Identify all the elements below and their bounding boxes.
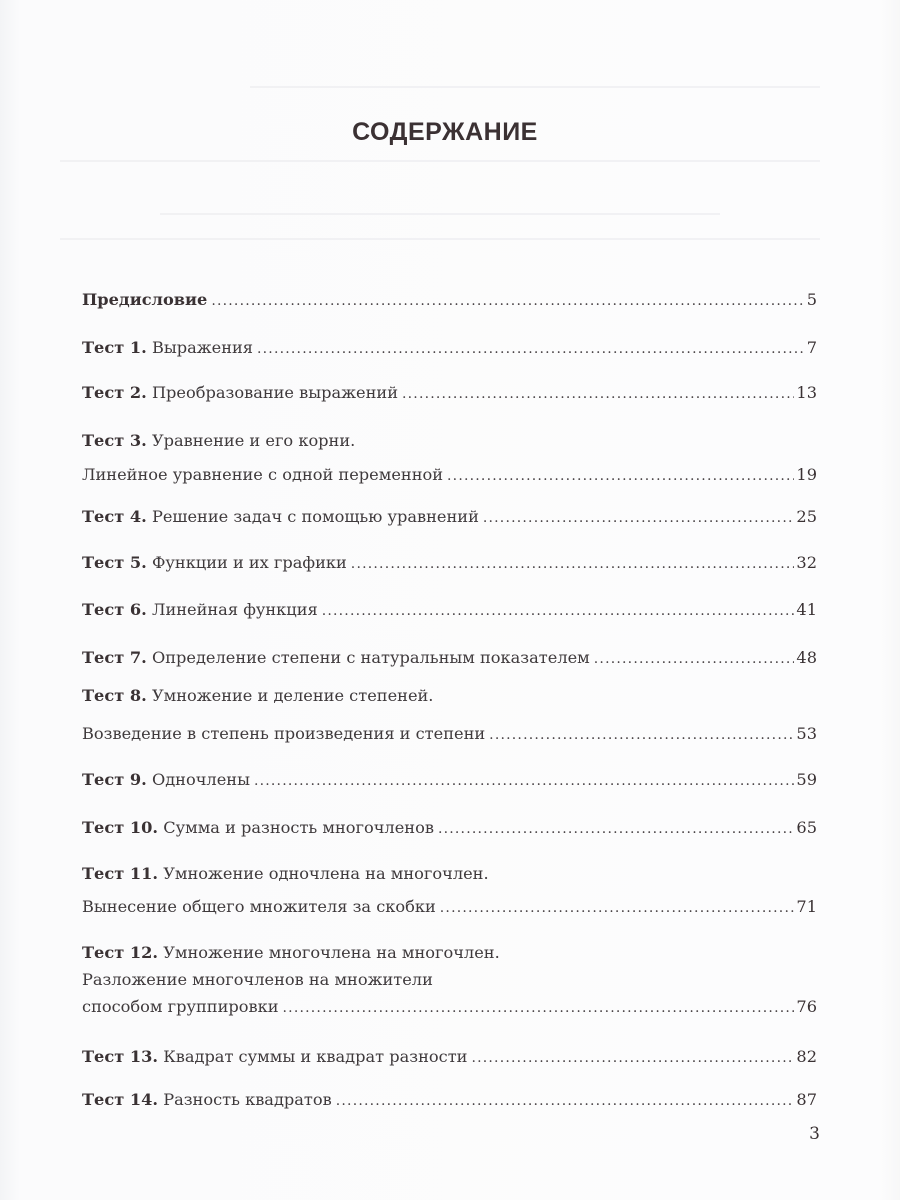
toc-page-number: 59 — [796, 770, 817, 789]
dot-leader — [483, 506, 795, 531]
toc-entry-title: Линейная функция — [151, 600, 318, 619]
bleed-through-line — [160, 213, 720, 215]
toc-entry-test-7[interactable] — [82, 645, 817, 670]
toc-entry-test-13[interactable] — [82, 1044, 817, 1069]
toc-entry-number: Тест 7. — [82, 648, 147, 667]
toc-entry-number: Тест 2. — [82, 383, 147, 402]
toc-page-number: 13 — [796, 383, 817, 402]
toc-entry-title: Выражения — [151, 338, 253, 357]
toc-entry-title-continued: Разложение многочленов на множители — [82, 970, 433, 989]
toc-entry-number: Тест 4. — [82, 507, 147, 526]
toc-entry-title: Умножение и деление степеней. — [151, 686, 434, 705]
toc-page-number: 25 — [796, 507, 817, 526]
toc-entry-title: Сумма и разность многочленов — [163, 818, 434, 837]
toc-entry-label: Предисловие — [82, 290, 208, 309]
toc-page-number: 41 — [796, 600, 817, 619]
toc-entry-preface[interactable] — [82, 287, 817, 312]
toc-entry-number: Тест 3. — [82, 431, 147, 450]
toc-page-number: 53 — [796, 724, 817, 743]
dot-leader — [471, 1046, 794, 1071]
toc-page-number: 65 — [796, 818, 817, 837]
toc-entry-title: Разность квадратов — [163, 1090, 332, 1109]
toc-page-number: 76 — [796, 997, 817, 1016]
toc-entry-test-6[interactable] — [82, 597, 817, 622]
page-number: 3 — [809, 1124, 820, 1144]
toc-entry-title: Умножение одночлена на многочлен. — [163, 864, 489, 883]
toc-entry-test-8[interactable] — [82, 683, 817, 746]
toc-page-number: 71 — [796, 897, 817, 916]
toc-entry-title: Квадрат суммы и квадрат разности — [163, 1047, 468, 1066]
toc-entry-title-continued: Вынесение общего множителя за скобки — [82, 897, 436, 916]
toc-entry-title: Функции и их графики — [151, 553, 347, 572]
dot-leader — [211, 289, 804, 314]
bleed-through-line — [60, 160, 820, 162]
dot-leader — [283, 996, 795, 1021]
toc-entry-number: Тест 8. — [82, 686, 147, 705]
dot-leader — [489, 723, 794, 748]
toc-entry-number: Тест 13. — [82, 1047, 159, 1066]
toc-entry-title-continued: способом группировки — [82, 997, 279, 1016]
dot-leader — [322, 599, 795, 624]
toc-entry-test-9[interactable] — [82, 767, 817, 792]
dot-leader — [351, 552, 795, 577]
toc-entry-number: Тест 9. — [82, 770, 147, 789]
toc-entry-test-2[interactable] — [82, 380, 817, 405]
dot-leader — [440, 896, 795, 921]
dot-leader — [438, 817, 794, 842]
toc-entry-test-3[interactable] — [82, 428, 817, 487]
toc-page-number: 82 — [796, 1047, 817, 1066]
toc-entry-title-continued: Возведение в степень произведения и степени — [82, 724, 486, 743]
dot-leader — [336, 1089, 795, 1114]
toc-entry-number: Тест 11. — [82, 864, 159, 883]
page-title: СОДЕРЖАНИЕ — [352, 118, 538, 146]
toc-entry-title-continued: Линейное уравнение с одной переменной — [82, 465, 444, 484]
toc-page-number: 87 — [796, 1090, 817, 1109]
toc-entry-title: Определение степени с натуральным показателем — [151, 648, 590, 667]
toc-entry-test-10[interactable] — [82, 815, 817, 840]
toc-entry-number: Тест 5. — [82, 553, 147, 572]
toc-entry-number: Тест 6. — [82, 600, 147, 619]
toc-entry-title: Решение задач с помощью уравнений — [151, 507, 479, 526]
toc-page-number: 32 — [796, 553, 817, 572]
toc-entry-test-1[interactable] — [82, 335, 817, 360]
toc-entry-title: Умножение многочлена на многочлен. — [163, 943, 500, 962]
toc-entry-test-11[interactable] — [82, 861, 817, 919]
toc-entry-title: Преобразование выражений — [151, 383, 398, 402]
toc-entry-number: Тест 1. — [82, 338, 147, 357]
toc-page-number: 19 — [796, 465, 817, 484]
bleed-through-line — [250, 86, 820, 88]
toc-entry-test-12[interactable] — [82, 940, 817, 1019]
toc-entry-test-5[interactable] — [82, 550, 817, 575]
toc-entry-number: Тест 10. — [82, 818, 159, 837]
toc-page-number: 7 — [806, 338, 817, 357]
bleed-through-line — [60, 238, 820, 240]
toc-entry-number: Тест 12. — [82, 943, 159, 962]
toc-entry-test-14[interactable] — [82, 1087, 817, 1112]
toc-entry-title: Одночлены — [151, 770, 250, 789]
dot-leader — [254, 769, 794, 794]
dot-leader — [257, 337, 805, 362]
toc-entry-number: Тест 14. — [82, 1090, 159, 1109]
toc-page-number: 48 — [796, 648, 817, 667]
dot-leader — [594, 647, 795, 672]
dot-leader — [447, 464, 794, 489]
toc-entry-test-4[interactable] — [82, 504, 817, 529]
toc-entry-title: Уравнение и его корни. — [151, 431, 356, 450]
dot-leader — [402, 382, 794, 407]
toc-page-number: 5 — [806, 290, 817, 309]
